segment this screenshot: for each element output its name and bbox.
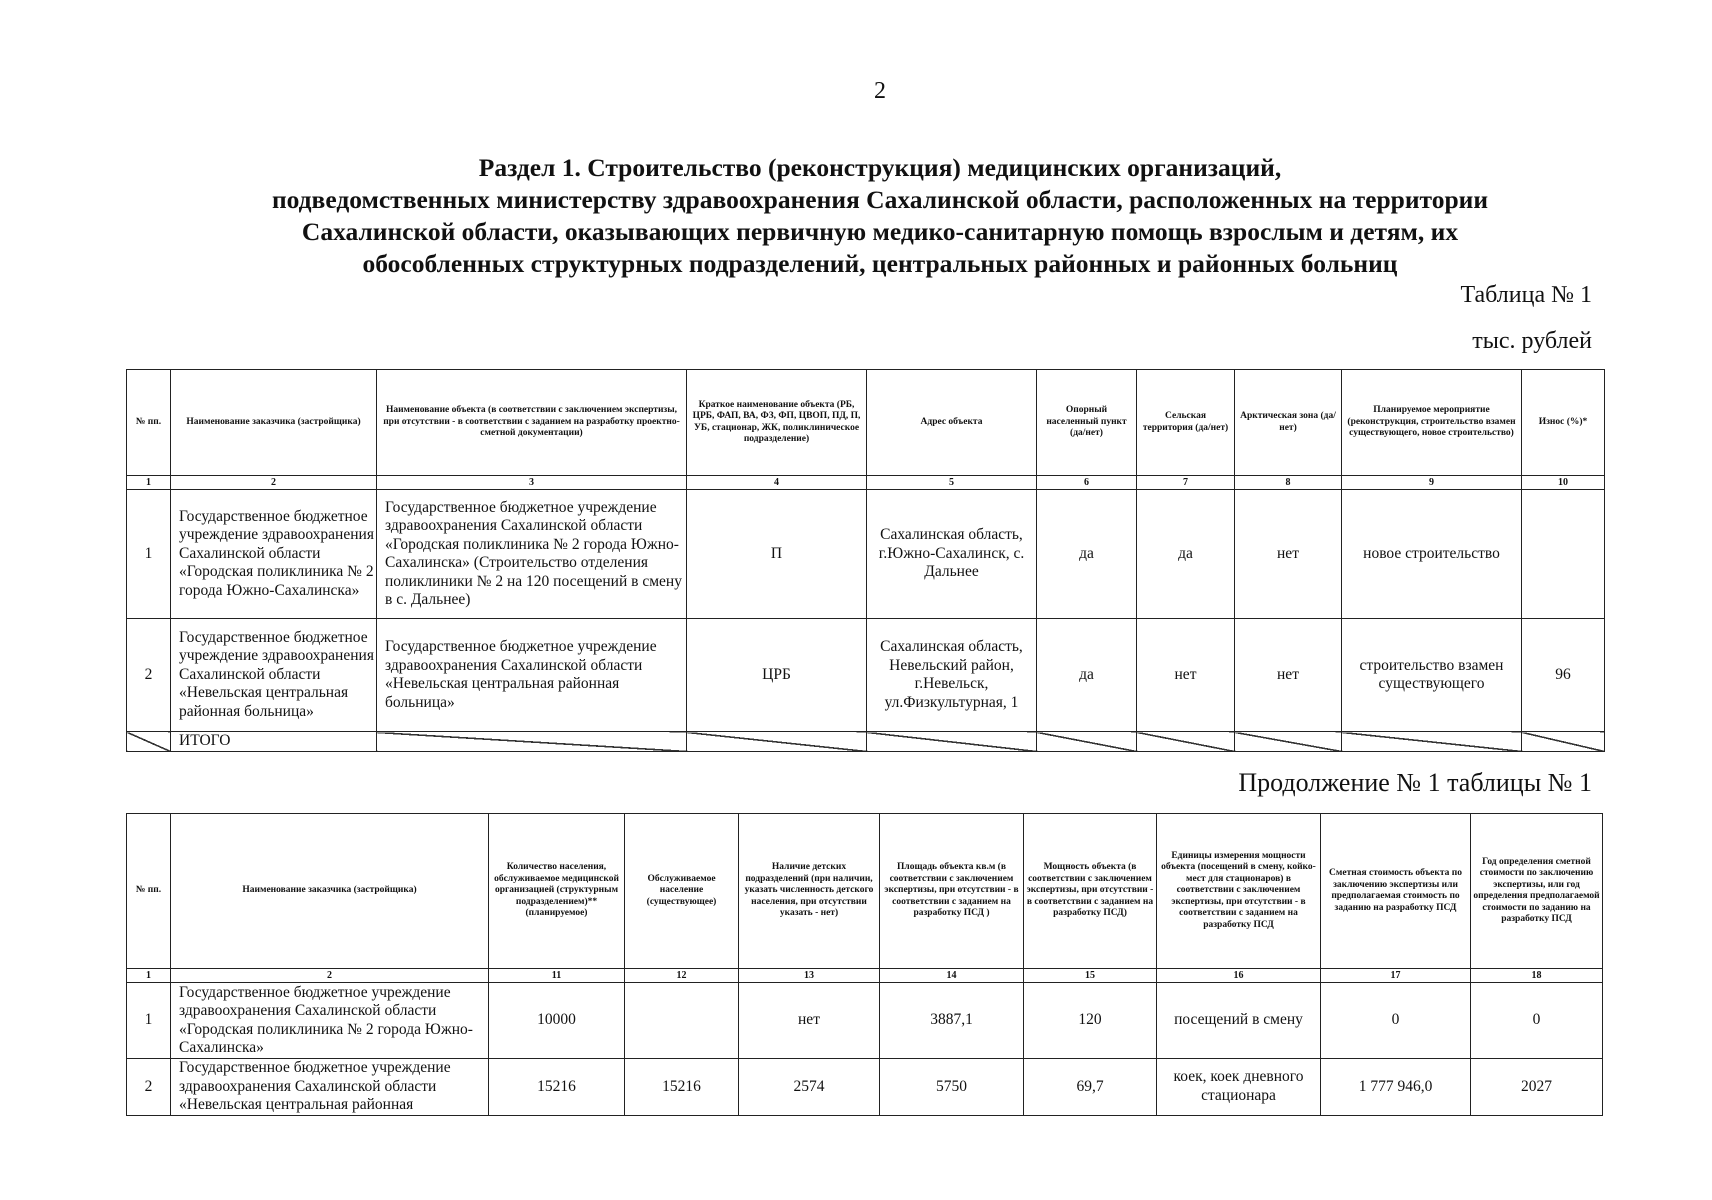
cost-year: 2027 — [1471, 1059, 1603, 1116]
header-cell: Опорный населенный пункт (да/нет) — [1037, 370, 1137, 476]
population-planned: 15216 — [489, 1059, 625, 1116]
arctic-zone: нет — [1235, 490, 1342, 619]
rural-territory: да — [1137, 490, 1235, 619]
section-title-line: обособленных структурных подразделений, центральных районных и районных больниц — [362, 249, 1398, 278]
header-cell: № пп. — [127, 814, 171, 969]
header-cell: Площадь объекта кв.м (в соответствии с заключением экспертизы, при отсутствии - в соответствии с заданием на разработку ПСД ) — [880, 814, 1024, 969]
column-number: 10 — [1522, 476, 1605, 490]
address: Сахалинская область, г.Южно-Сахалинск, с. Дальнее — [867, 490, 1037, 619]
planned-measure: строительство взамен существующего — [1342, 619, 1522, 732]
column-number: 2 — [171, 476, 377, 490]
wear-percent: 96 — [1522, 619, 1605, 732]
wear-percent — [1522, 490, 1605, 619]
main-table — [126, 369, 1605, 752]
column-number: 18 — [1471, 969, 1603, 983]
address: Сахалинская область, Невельский район, г.Невельск, ул.Физкультурная, 1 — [867, 619, 1037, 732]
table-row — [127, 1059, 1603, 1116]
row-number: 2 — [127, 1059, 171, 1116]
section-title-line: Раздел 1. Строительство (реконструкция) медицинских организаций, — [478, 153, 1282, 182]
header-cell: Наименование объекта (в соответствии с заключением экспертизы, при отсутствии - в соответствии с заданием на разработку проектно-сметной документации) — [377, 370, 687, 476]
section-title-line: подведомственных министерству здравоохранения Сахалинской области, расположенных на территории — [271, 185, 1489, 214]
diagonal-cell — [1522, 732, 1605, 752]
object-name: Государственное бюджетное учреждение здравоохранения Сахалинской области «Городская поликлиника № 2 города Южно-Сахалинска» (Строительство отделения поликлиники № 2 на 120 посещений в смену в с. Дальнее) — [377, 490, 687, 619]
column-number: 5 — [867, 476, 1037, 490]
row-number: 1 — [127, 490, 171, 619]
header-cell: Краткое наименование объекта (РБ, ЦРБ, ФАП, ВА, ФЗ, ФП, ЦВОП, ПД, П, УБ, стационар, ЖК, поликлиническое подразделение) — [687, 370, 867, 476]
column-number: 8 — [1235, 476, 1342, 490]
header-cell: Сметная стоимость объекта по заключению экспертизы или предполагаемая стоимость по заданию на разработку ПСД — [1321, 814, 1471, 969]
row-number: 1 — [127, 983, 171, 1059]
children-units: 2574 — [739, 1059, 880, 1116]
rural-territory: нет — [1137, 619, 1235, 732]
header-cell: Арктическая зона (да/нет) — [1235, 370, 1342, 476]
column-number: 7 — [1137, 476, 1235, 490]
diagonal-cell — [1037, 732, 1137, 752]
customer-name: Государственное бюджетное учреждение здравоохранения Сахалинской области «Городская поликлиника № 2 города Южно-Сахалинска» — [171, 490, 377, 619]
total-row — [127, 732, 1605, 752]
diagonal-cell — [127, 732, 171, 752]
column-number: 13 — [739, 969, 880, 983]
diagonal-cell — [1342, 732, 1522, 752]
header-cell: Планируемое мероприятие (реконструкция, строительство взамен существующего, новое строительство) — [1342, 370, 1522, 476]
column-number: 15 — [1024, 969, 1157, 983]
diagonal-cell — [687, 732, 867, 752]
customer-name: Государственное бюджетное учреждение здравоохранения Сахалинской области «Невельская центральная районная — [171, 1059, 489, 1116]
header-cell: Износ (%)* — [1522, 370, 1605, 476]
header-cell: Обслуживаемое население (существующее) — [625, 814, 739, 969]
table-label: Таблица № 1 — [1460, 282, 1592, 308]
customer-name: Государственное бюджетное учреждение здравоохранения Сахалинской области «Невельская центральная районная больница» — [171, 619, 377, 732]
diagonal-cell — [867, 732, 1037, 752]
page-number: 2 — [874, 78, 886, 104]
total-label: ИТОГО — [171, 732, 377, 752]
section-title — [150, 152, 1610, 280]
short-name: П — [687, 490, 867, 619]
column-number: 3 — [377, 476, 687, 490]
object-name: Государственное бюджетное учреждение здравоохранения Сахалинской области «Невельская центральная районная больница» — [377, 619, 687, 732]
estimated-cost: 0 — [1321, 983, 1471, 1059]
header-cell: Единицы измерения мощности объекта (посещений в смену, койко-мест для стационаров) в соответствии с заключением экспертизы, при отсутствии - в соответствии с заданием на разработку ПСД — [1157, 814, 1321, 969]
diagonal-cell — [1235, 732, 1342, 752]
header-cell: Наименование заказчика (застройщика) — [171, 814, 489, 969]
object-area: 3887,1 — [880, 983, 1024, 1059]
header-cell: Количество населения, обслуживаемое медицинской организацией (структурным подразделением)** (планируемое) — [489, 814, 625, 969]
continuation-table — [126, 813, 1603, 1116]
capacity-units: коек, коек дневного стационара — [1157, 1059, 1321, 1116]
column-number: 2 — [171, 969, 489, 983]
header-cell: Год определения сметной стоимости по заключению экспертизы, или год определения предполагаемой стоимости по заданию на разработку ПСД — [1471, 814, 1603, 969]
row-number: 2 — [127, 619, 171, 732]
column-number: 16 — [1157, 969, 1321, 983]
children-units: нет — [739, 983, 880, 1059]
header-cell: № пп. — [127, 370, 171, 476]
header-cell: Наименование заказчика (застройщика) — [171, 370, 377, 476]
support-point: да — [1037, 490, 1137, 619]
arctic-zone: нет — [1235, 619, 1342, 732]
column-number: 4 — [687, 476, 867, 490]
short-name: ЦРБ — [687, 619, 867, 732]
table-row — [127, 619, 1605, 732]
object-area: 5750 — [880, 1059, 1024, 1116]
column-number: 14 — [880, 969, 1024, 983]
population-existing: 15216 — [625, 1059, 739, 1116]
header-cell: Адрес объекта — [867, 370, 1037, 476]
diagonal-cell — [377, 732, 687, 752]
column-number: 11 — [489, 969, 625, 983]
header-cell: Мощность объекта (в соответствии с заключением экспертизы, при отсутствии - в соответствии с заданием на разработку ПСД) — [1024, 814, 1157, 969]
support-point: да — [1037, 619, 1137, 732]
population-planned: 10000 — [489, 983, 625, 1059]
column-number: 17 — [1321, 969, 1471, 983]
column-number: 9 — [1342, 476, 1522, 490]
header-cell: Сельская территория (да/нет) — [1137, 370, 1235, 476]
population-existing — [625, 983, 739, 1059]
capacity-units: посещений в смену — [1157, 983, 1321, 1059]
column-number: 1 — [127, 476, 171, 490]
column-number: 6 — [1037, 476, 1137, 490]
planned-measure: новое строительство — [1342, 490, 1522, 619]
section-title-line: Сахалинской области, оказывающих первичную медико-санитарную помощь взрослым и детям, их — [301, 217, 1459, 246]
units-label: тыс. рублей — [1472, 328, 1592, 354]
header-cell: Наличие детских подразделений (при наличии, указать численность детского населения, при отсутствии указать - нет) — [739, 814, 880, 969]
continuation-label: Продолжение № 1 таблицы № 1 — [1238, 768, 1592, 797]
column-number: 12 — [625, 969, 739, 983]
object-capacity: 69,7 — [1024, 1059, 1157, 1116]
column-number: 1 — [127, 969, 171, 983]
diagonal-cell — [1137, 732, 1235, 752]
object-capacity: 120 — [1024, 983, 1157, 1059]
table-row — [127, 983, 1603, 1059]
customer-name: Государственное бюджетное учреждение здравоохранения Сахалинской области «Городская поликлиника № 2 города Южно-Сахалинска» — [171, 983, 489, 1059]
cost-year: 0 — [1471, 983, 1603, 1059]
table-row — [127, 490, 1605, 619]
estimated-cost: 1 777 946,0 — [1321, 1059, 1471, 1116]
